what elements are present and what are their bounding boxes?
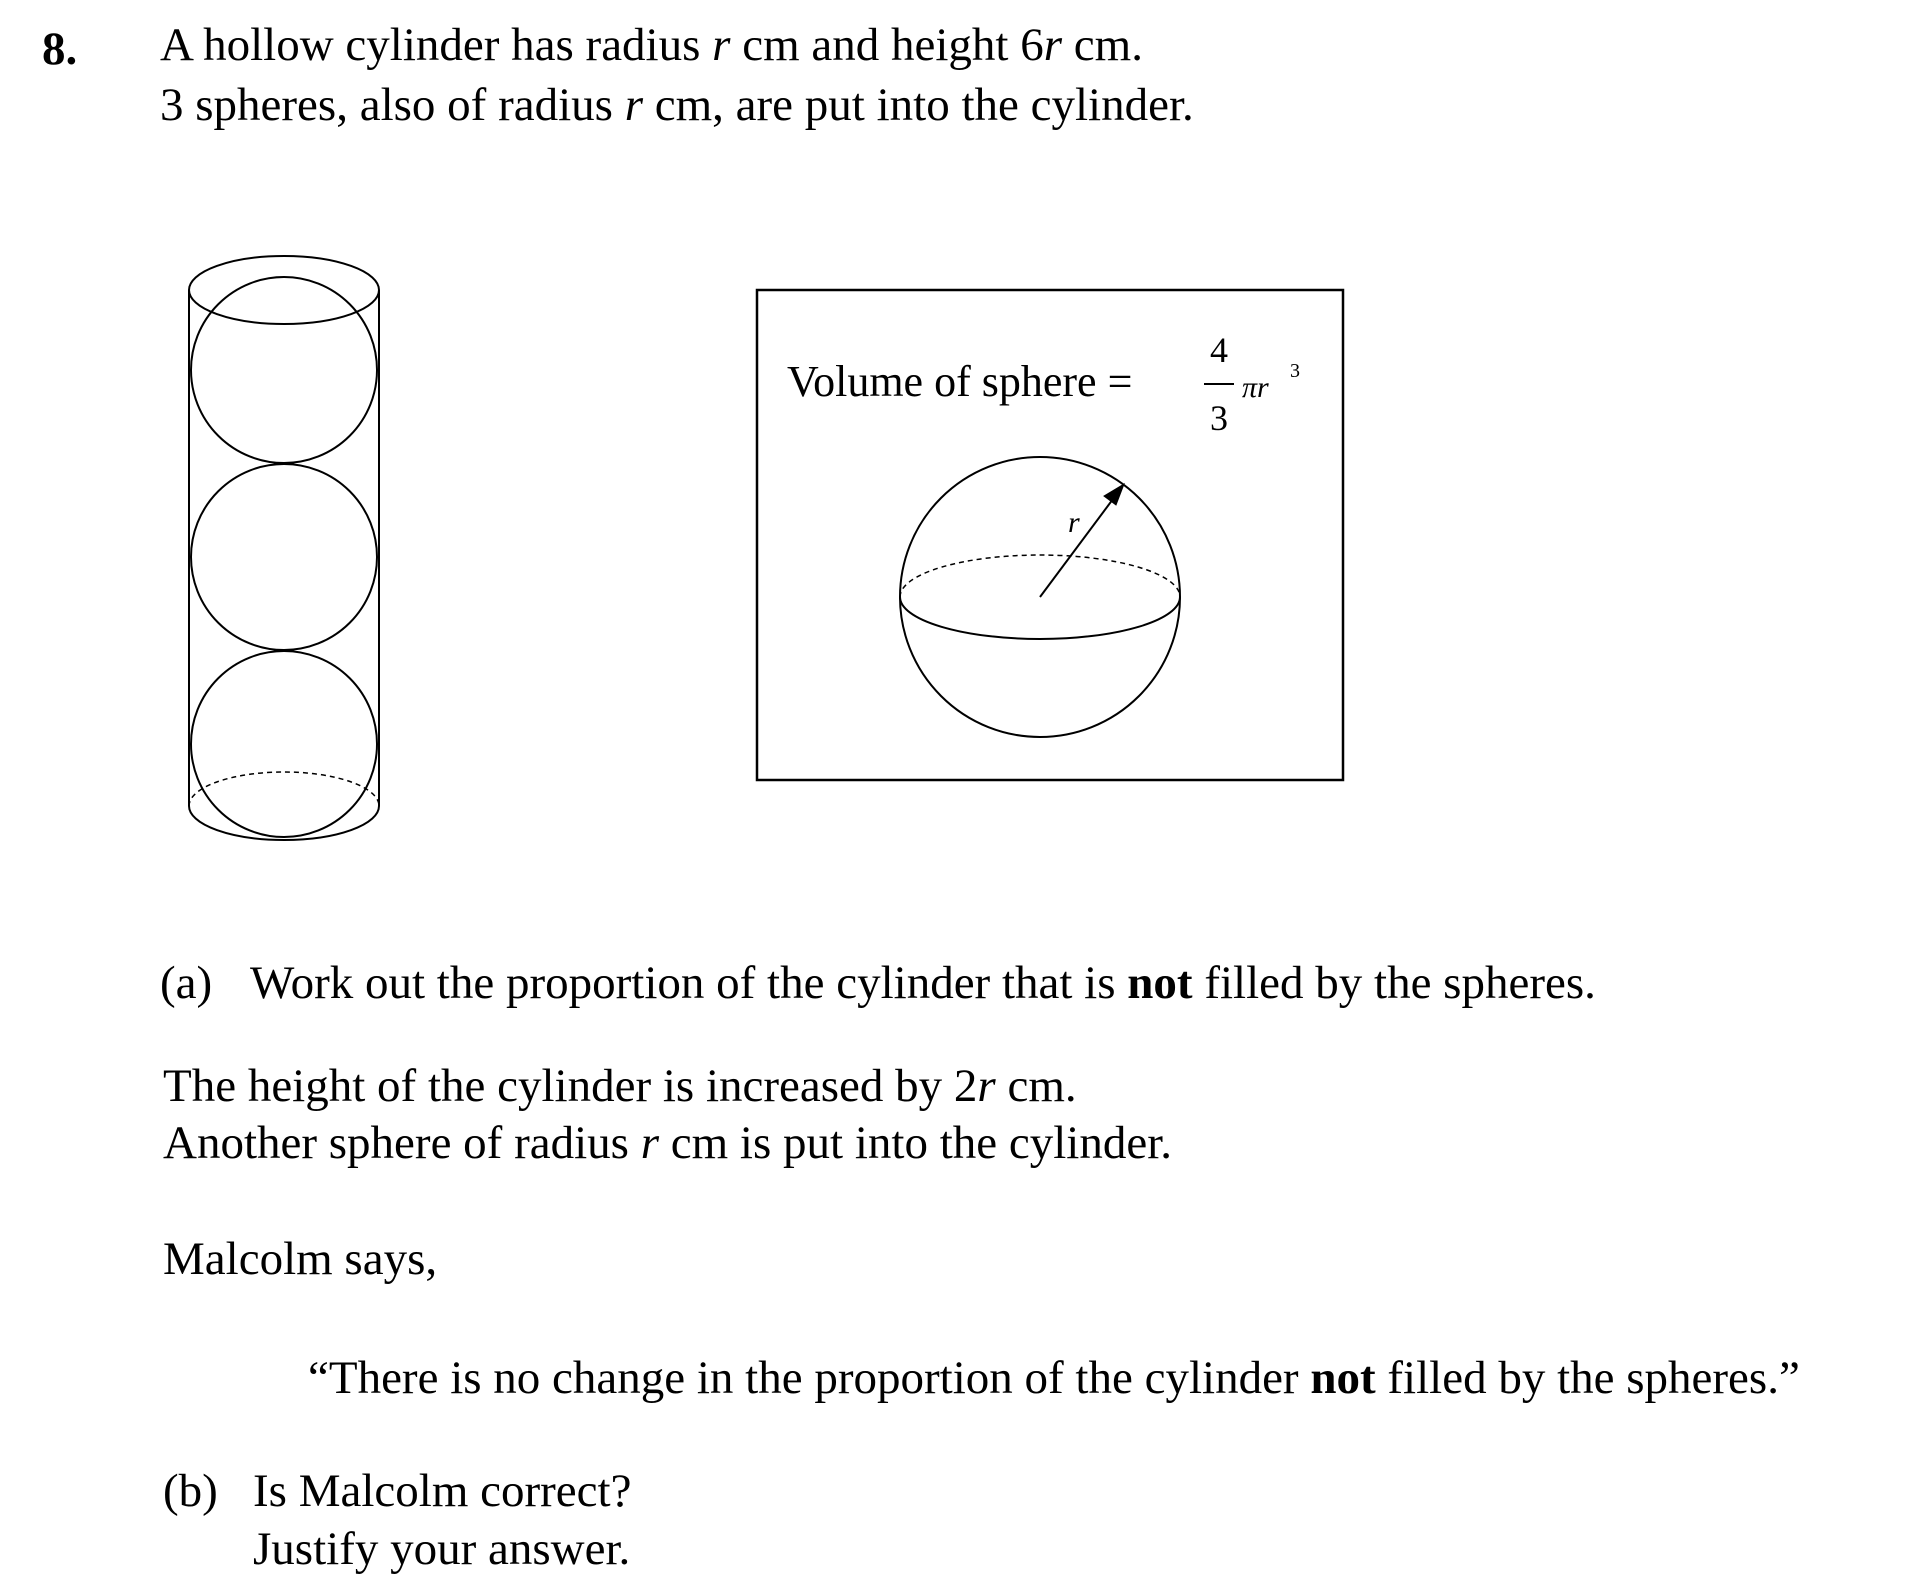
sphere-middle: [191, 464, 377, 650]
formula-denominator: 3: [1210, 398, 1228, 438]
part-a-text: filled by the spheres.: [1192, 957, 1596, 1009]
cylinder-diagram: [189, 256, 379, 840]
intro-text: 3 spheres, also of radius: [160, 79, 625, 131]
cylinder-top-ellipse: [189, 256, 379, 324]
radius-variable: r: [977, 1060, 996, 1112]
quote-bold: not: [1310, 1352, 1376, 1404]
quote-text: “There is no change in the proportion of the cylinder: [308, 1352, 1311, 1404]
radius-variable: r: [640, 1117, 659, 1169]
part-b-line-1: [163, 1465, 632, 1517]
radius-variable: r: [624, 79, 643, 131]
height-increase-line: [163, 1060, 1077, 1112]
part-b-text: Is Malcolm correct?: [253, 1465, 632, 1517]
part-a: [160, 957, 1596, 1009]
malcolm-quote: [308, 1352, 1800, 1404]
sphere-diagram: [900, 457, 1180, 737]
radius-arrowhead: [1104, 484, 1124, 505]
sphere-top: [191, 277, 377, 463]
continuation-text: cm is put into the cylinder.: [659, 1117, 1173, 1169]
part-b-line-2: Justify your answer.: [253, 1523, 631, 1575]
intro-text: cm.: [1062, 19, 1143, 71]
radius-variable: r: [1043, 19, 1063, 71]
sphere-equator-front: [900, 597, 1180, 639]
radius-label: r: [1068, 506, 1080, 539]
part-a-label: (a): [160, 957, 213, 1009]
formula-numerator: 4: [1210, 330, 1228, 370]
another-sphere-line: [163, 1117, 1173, 1169]
formula-exponent: 3: [1290, 360, 1300, 382]
intro-text: A hollow cylinder has radius: [160, 19, 713, 71]
intro-text: cm, are put into the cylinder.: [642, 79, 1194, 131]
part-a-bold: not: [1127, 957, 1193, 1009]
sphere-equator-back: [900, 555, 1180, 597]
continuation-text: Another sphere of radius: [163, 1117, 641, 1169]
cylinder-bottom-back: [189, 772, 379, 806]
cylinder-bottom-front: [189, 806, 379, 840]
sphere-bottom: [191, 651, 377, 837]
radius-variable: r: [712, 19, 731, 71]
formula-label: Volume of sphere =: [787, 357, 1133, 406]
intro-text: cm and height 6: [730, 19, 1044, 71]
question-number: 8.: [42, 23, 78, 75]
continuation-text: The height of the cylinder is increased by 2: [163, 1060, 978, 1112]
continuation-text: cm.: [995, 1060, 1077, 1112]
part-b-label: (b): [163, 1465, 218, 1517]
part-a-text: Work out the proportion of the cylinder that is: [250, 957, 1128, 1009]
malcolm-says: Malcolm says,: [163, 1233, 438, 1285]
formula-pi-r: πr: [1242, 371, 1269, 404]
quote-text: filled by the spheres.”: [1375, 1352, 1800, 1404]
